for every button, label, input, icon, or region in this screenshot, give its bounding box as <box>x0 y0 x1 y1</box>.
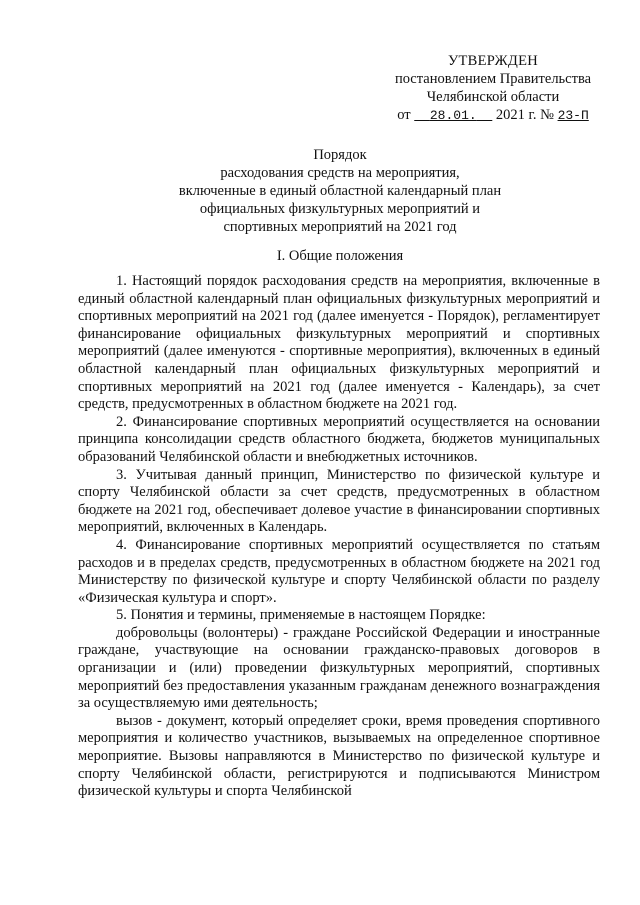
title-line-1: Порядок <box>313 147 367 163</box>
document-body <box>78 273 600 801</box>
paragraph-1: 1. Настоящий порядок расходования средств на мероприятия, включенные в единый областной календарный план официальных физкультурных мероприятий и спортивных мероприятий на 2021 год (далее именуется - Порядок), регламентирует финансирование официальных физкультурных мероприятий и спортивных мероприятий (далее именуются - спортивные мероприятия), включенных в единый областной календарный план официальных физкультурных мероприятий и спортивных мероприятий на 2021 год (далее именуется - Календарь), за счет средств, предусмотренных в областном бюджете на 2021 год. <box>78 273 600 413</box>
definition-volunteers: добровольцы (волонтеры) - граждане Российской Федерации и иностранные граждане, участвующие на основании гражданско-правовых договоров в организации и (или) проведении физкультурных мероприятий, спортивных мероприятий без предоставления указанным гражданам денежного вознаграждения за осуществляемую ими деятельность; <box>78 624 600 712</box>
title-line-5: спортивных мероприятий на 2021 год <box>223 219 457 235</box>
approval-heading: УТВЕРЖДЕН <box>447 53 539 69</box>
paragraph-5: 5. Понятия и термины, применяемые в настоящем Порядке: <box>116 607 486 624</box>
document-title <box>160 146 520 236</box>
document-number: 23-П <box>557 108 589 123</box>
paragraph-2: 2. Финансирование спортивных мероприятий осуществляется на основании принципа консолидации средств областного бюджета, бюджетов муниципальных образований Челябинской области и внебюджетных источников. <box>78 413 600 465</box>
approval-line-1: постановлением Правительства <box>394 71 592 87</box>
date-prefix: от <box>397 107 411 123</box>
title-line-3: включенные в единый областной календарный план <box>178 183 502 199</box>
section-heading: I. Общие положения <box>276 248 404 264</box>
year-text: 2021 г. № <box>495 107 554 123</box>
approval-stamp <box>378 52 608 125</box>
title-line-4: официальных физкультурных мероприятий и <box>199 201 481 217</box>
paragraph-4: 4. Финансирование спортивных мероприятий осуществляется по статьям расходов и в пределах средств, предусмотренных в областном бюджете на 2021 год Министерству по физической культуре и спорту Челябинской области по разделу «Физическая культура и спорт». <box>78 536 600 606</box>
definition-call: вызов - документ, который определяет сроки, время проведения спортивного мероприятия и количество участников, вызываемых на определенное спортивное мероприятие. Вызовы направляются в Министерство по физической культуре и спорту Челябинской области, регистрируются и подписываются Министром физической культуры и спорта Челябинской <box>78 712 600 800</box>
approval-line-2: Челябинской области <box>426 89 560 105</box>
approval-date-line <box>378 106 608 125</box>
title-line-2: расходования средств на мероприятия, <box>220 165 460 181</box>
paragraph-3: 3. Учитывая данный принцип, Министерство по физической культуре и спорту Челябинской области за счет средств, предусмотренных в областном бюджете на 2021 год, обеспечивает долевое участие в финансировании спортивных мероприятий, включенных в Календарь. <box>78 466 600 536</box>
date-value: 28.01. <box>429 108 477 123</box>
